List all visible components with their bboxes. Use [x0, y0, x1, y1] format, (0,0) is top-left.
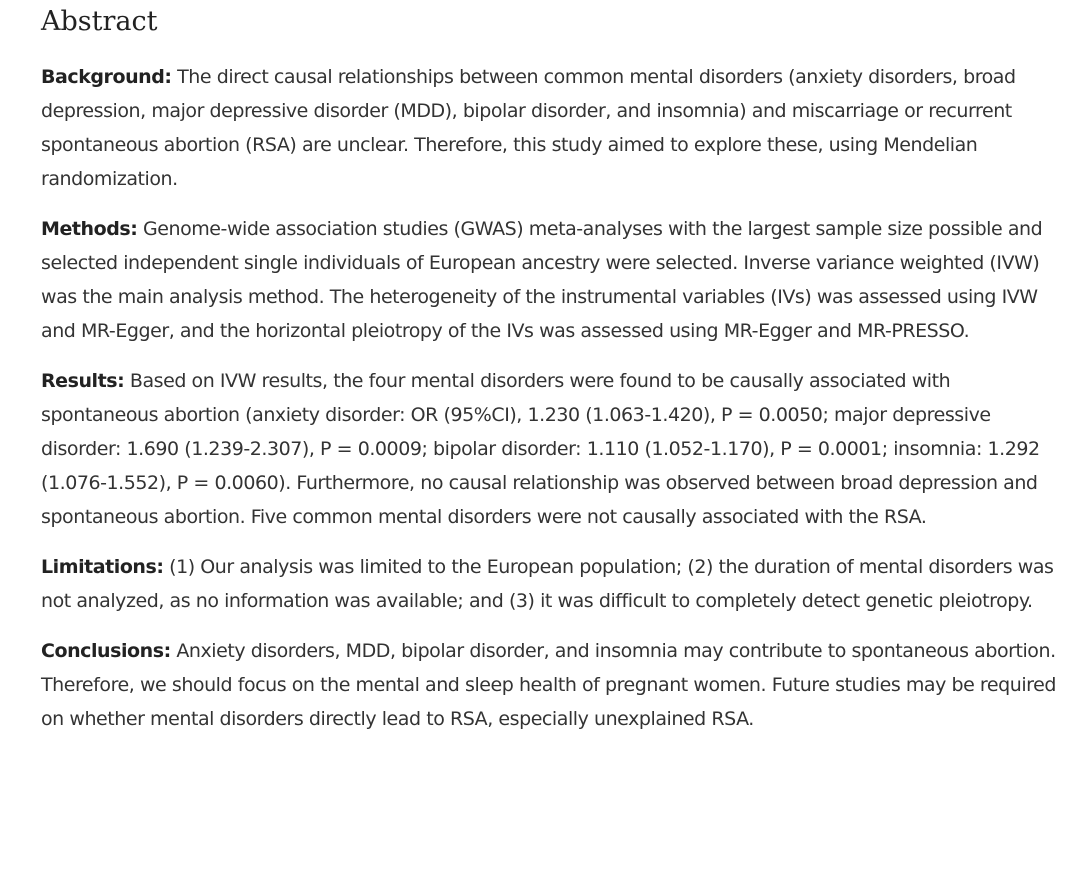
conclusions-text: Anxiety disorders, MDD, bipolar disorder, and insomnia may contribute to spontaneous abortion. Therefore, we should focus on the mental and sleep health of pregnant women. Future studies may be required on whether mental disorders directly lead to RSA, especially unexplained RSA. — [41, 640, 1056, 730]
abstract-section — [41, 0, 1066, 736]
abstract-heading: Abstract — [41, 6, 158, 37]
abstract-limitations-paragraph — [41, 550, 1066, 618]
results-label: Results: — [41, 370, 125, 392]
methods-text: Genome-wide association studies (GWAS) meta-analyses with the largest sample size possible and selected independent single individuals of European ancestry were selected. Inverse variance weighted (IVW) was the main analysis method. The heterogeneity of the instrumental variables (IVs) was assessed using IVW and MR-Egger, and the horizontal pleiotropy of the IVs was assessed using MR-Egger and MR-PRESSO. — [41, 218, 1043, 342]
abstract-conclusions-paragraph — [41, 634, 1066, 736]
limitations-label: Limitations: — [41, 556, 164, 578]
limitations-text: (1) Our analysis was limited to the European population; (2) the duration of mental disorders was not analyzed, as no information was available; and (3) it was difficult to completely detect genetic pleiotropy. — [41, 556, 1054, 612]
background-text: The direct causal relationships between common mental disorders (anxiety disorders, broad depression, major depressive disorder (MDD), bipolar disorder, and insomnia) and miscarriage or recurrent spontaneous abortion (RSA) are unclear. Therefore, this study aimed to explore these, using Mendelian randomization. — [41, 66, 1016, 190]
background-label: Background: — [41, 66, 172, 88]
abstract-methods-paragraph — [41, 212, 1066, 348]
results-text: Based on IVW results, the four mental disorders were found to be causally associated with spontaneous abortion (anxiety disorder: OR (95%CI), 1.230 (1.063-1.420), P = 0.0050; major depressive disorder: 1.690 (1.239-2.307), P = 0.0009; bipolar disorder: 1.110 (1.052-1.170), P = 0.0001; insomnia: 1.292 (1.076-1.552), P = 0.0060). Furthermore, no causal relationship was observed between broad depression and spontaneous abortion. Five common mental disorders were not causally associated with the RSA. — [41, 370, 1040, 528]
abstract-background-paragraph — [41, 60, 1066, 196]
methods-label: Methods: — [41, 218, 138, 240]
abstract-results-paragraph — [41, 364, 1066, 534]
conclusions-label: Conclusions: — [41, 640, 171, 662]
